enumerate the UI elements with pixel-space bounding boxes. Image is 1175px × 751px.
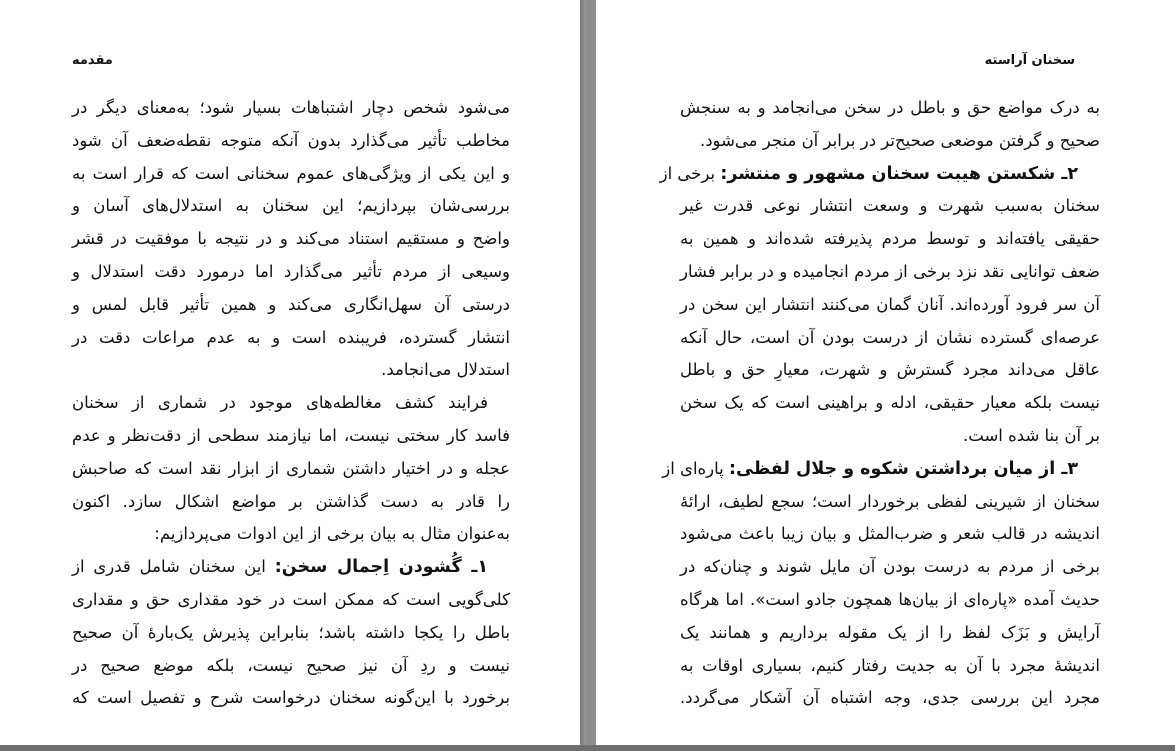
line-text: اندیشهٔ مجرد با آن به جدیت رفتار کنیم، بسیاری اوقات به	[680, 655, 1100, 675]
line-text: برخی از مردم به درست بودن آن مایل شوند و چنان‌که در	[680, 557, 1100, 577]
section-heading: ۲ـ شکستن هیبت سخنان مشهور و منتشر:	[720, 163, 1078, 184]
text-line	[72, 322, 510, 355]
line-text: آرایش و بَزَک لفظ را از یک مقوله برداریم و همانند یک	[680, 622, 1100, 642]
text-line	[662, 453, 1100, 486]
line-text: برخی از	[659, 163, 721, 183]
text-line	[72, 354, 510, 387]
text-line	[72, 551, 510, 584]
text-line	[680, 518, 1100, 551]
line-text: بر آن بنا شده است.	[963, 425, 1100, 445]
line-text: نیست و ردِ آن نیز صحیح نیست، بلکه موضع صحیح در	[72, 655, 510, 675]
line-text: واضح و مستقیم استناد می‌کند و در نتیجه با موفقیت در قشر	[72, 229, 510, 249]
line-text: را قادر به دست گذاشتن بر مواضع اشکال سازد. اکنون	[72, 491, 510, 511]
text-line	[72, 190, 510, 223]
text-line	[72, 420, 510, 453]
line-text: کلی‌گویی است که ممکن است در خود مقداری حق و مقداری	[72, 589, 510, 609]
running-head-left: مقدمه	[72, 53, 113, 68]
running-head-right: سخنان آراسته	[984, 53, 1075, 68]
line-text: مجرد این بررسی جدی، وجه اشتباه آن آشکار می‌گردد.	[680, 688, 1100, 708]
text-line	[680, 617, 1100, 650]
text-line	[680, 551, 1100, 584]
line-text: حدیث آمده «پاره‌ای از بیان‌ها همچون جادو است». اما هرگاه	[680, 589, 1100, 609]
text-line	[72, 518, 510, 551]
line-text: فرایند کشف مغالطه‌های موجود در شماری از سخنان	[72, 393, 488, 413]
text-line	[72, 486, 510, 519]
line-text: پاره‌ای از	[662, 458, 730, 478]
right-body-text	[659, 92, 1100, 715]
text-line	[680, 354, 1100, 387]
text-line	[680, 289, 1100, 322]
text-line	[680, 125, 1100, 158]
text-line	[680, 682, 1100, 715]
line-text: صحیح و گرفتن موضعی صحیح‌تر در برابر آن منجر می‌شود.	[699, 130, 1100, 150]
text-line	[72, 682, 510, 715]
text-line	[680, 420, 1100, 453]
text-line	[680, 650, 1100, 683]
line-text: استدلال می‌انجامد.	[381, 360, 510, 380]
text-line	[680, 387, 1100, 420]
line-text: بررسی‌شان بپردازیم؛ این سخنان به استدلال‌های آسان و	[72, 196, 510, 216]
line-text: فاسد کار سختی نیست، اما نیازمند سطحی از دقت‌نظر و عدم	[72, 425, 510, 445]
line-text: سخنان به‌سبب شهرت و وسعت انتشار نوعی قدرت غیر	[680, 196, 1100, 216]
text-line	[72, 387, 510, 420]
line-text: سخنان از شیرینی لفظی برخوردار است؛ سجع لطیف، ارائهٔ	[680, 491, 1100, 511]
text-line	[72, 158, 510, 191]
line-text: باطل را یکجا داشته باشد؛ بنابراین پذیرش یک‌بارهٔ آن صحیح	[72, 622, 510, 642]
text-line	[680, 486, 1100, 519]
line-text: می‌شود شخص دچار اشتباهات بسیار شود؛ به‌معنای دیگر در	[72, 98, 510, 117]
line-text: عاقل می‌داند مجرد گسترش و شهرت، معیارِ حق و باطل	[680, 360, 1100, 380]
text-line	[680, 190, 1100, 223]
line-text: برخورد با این‌گونه سخنان درخواست شرح و تفصیل است که	[72, 688, 510, 708]
left-body-text	[72, 92, 510, 715]
text-line	[680, 584, 1100, 617]
text-line	[72, 92, 510, 125]
line-text: وسیعی از مردم تأثیر می‌گذارد اما درمورد دقت استدلال و	[72, 261, 510, 281]
line-text: اندیشه در قالب شعر و ضرب‌المثل و بیان زیبا باعث می‌شود	[680, 524, 1100, 544]
viewer-bottom-bar	[0, 745, 1175, 751]
line-text: عرصه‌ای گسترده نشان از درست بودن آن است، حال آنکه	[680, 327, 1100, 347]
line-text: حقیقی یافته‌اند و توسط مردم پذیرفته شده‌اند و همین به	[680, 229, 1100, 249]
left-page	[0, 0, 580, 751]
section-heading: ۱ـ گُشودن اِجمال سخن:	[274, 557, 488, 578]
text-line	[72, 453, 510, 486]
text-line	[72, 223, 510, 256]
text-line	[680, 223, 1100, 256]
page-gutter	[580, 0, 586, 751]
text-line	[680, 256, 1100, 289]
line-text: به‌عنوان مثال به بیان برخی از این ادوات می‌پردازیم:	[154, 524, 510, 544]
line-text: این سخنان شامل قدری از	[72, 557, 275, 577]
section-heading: ۳ـ از میان برداشتن شکوه و جلال لفظی:	[729, 458, 1078, 479]
line-text: درستی آن سهل‌انگاری می‌کند و همین تأثیر قابل لمس و	[72, 294, 510, 314]
line-text: ضعف توانایی نقد نزد برخی از مردم انجامیده و در برابر فشار	[680, 261, 1100, 281]
line-text: آن سر فرود آورده‌اند. آنان گمان می‌کنند انتشار این سخن در	[680, 294, 1100, 314]
text-line	[72, 125, 510, 158]
line-text: مخاطب تأثیر می‌گذارد بدون آنکه متوجه نقطه‌ضعف آن شود	[72, 130, 510, 150]
line-text: انتشار گسترده، فریبنده است و به عدم مراعات دقت در	[72, 327, 510, 347]
text-line	[72, 650, 510, 683]
text-line	[72, 256, 510, 289]
text-line	[72, 289, 510, 322]
text-line	[680, 92, 1100, 125]
line-text: عجله و در اختیار داشتن شماری از ابزار نقد است که صاحبش	[72, 458, 510, 478]
line-text: و این یکی از ویژگی‌های عموم سخنانی است که قرار است به	[72, 163, 510, 183]
text-line	[72, 584, 510, 617]
text-line	[680, 322, 1100, 355]
line-text: نیست بلکه معیار حقیقی، ادله و براهینی است که یک سخن	[680, 393, 1100, 413]
right-page	[596, 0, 1175, 751]
text-line	[659, 158, 1100, 191]
text-line	[72, 617, 510, 650]
line-text: به درک مواضع حق و باطل در سخن می‌انجامد و به سنجش	[680, 98, 1100, 117]
